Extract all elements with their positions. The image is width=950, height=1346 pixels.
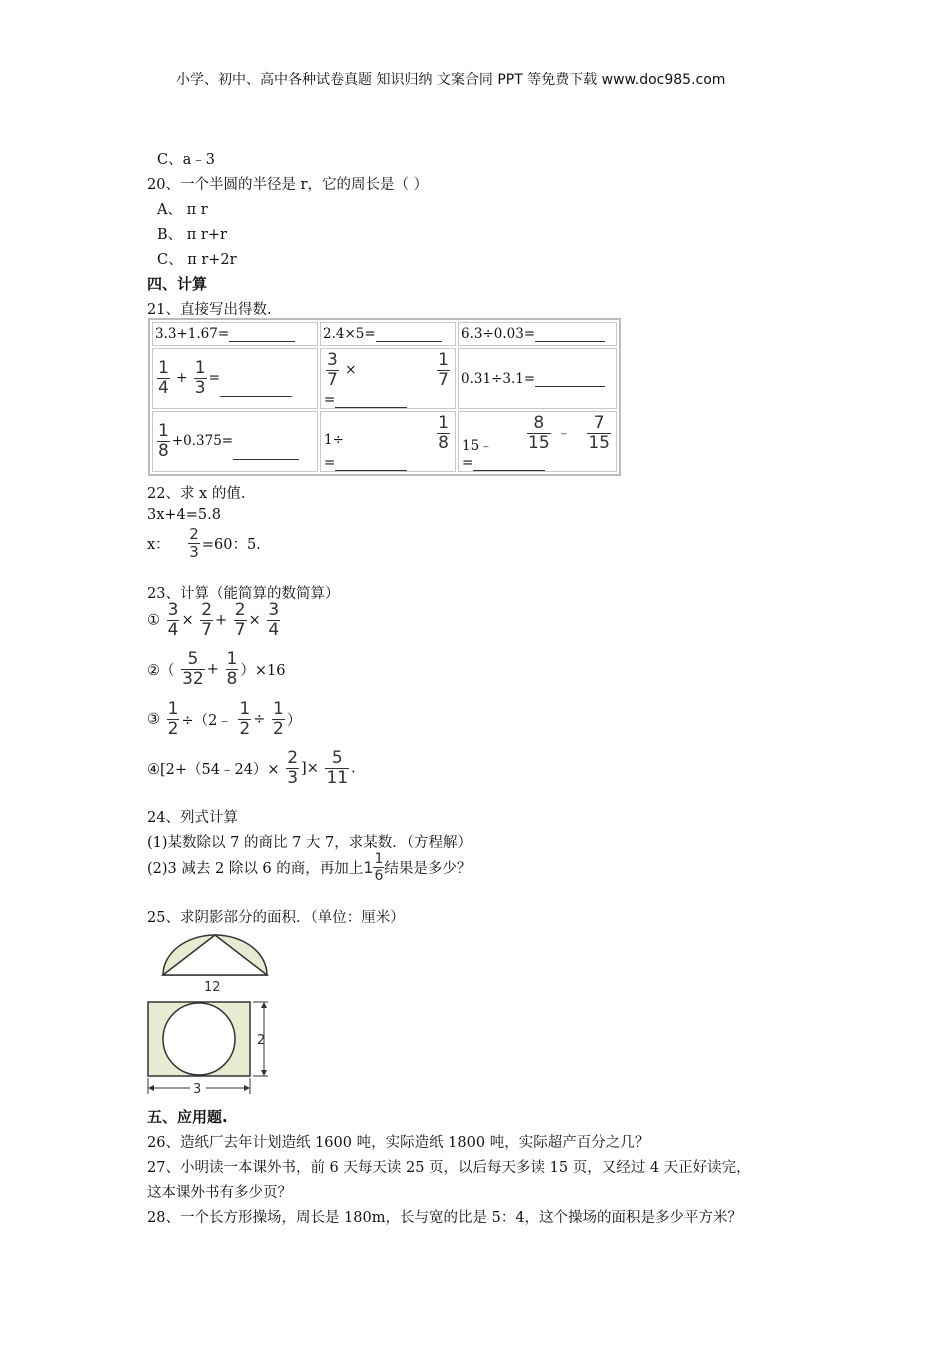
height-label: 2: [257, 1033, 266, 1048]
answer-blank[interactable]: [335, 407, 407, 408]
q23-part2: ②（ $\frac{5}{32}$ + $\frac{1}{8}$ ）×16: [147, 649, 286, 689]
mixed-number: 1 $\frac{1}{6}$: [363, 851, 384, 884]
q27-line2: 这本课外书有多少页？: [147, 1185, 292, 1201]
q26: 26、造纸厂去年计划造纸 1600 吨，实际造纸 1800 吨，实际超产百分之几？: [147, 1135, 650, 1151]
equals: =: [208, 370, 220, 387]
q19-option-c: C、a﹣3: [157, 152, 215, 168]
q24-part1: (1)某数除以 7 的商比 7 大 7，求某数．（方程解）: [147, 835, 473, 851]
answer-blank[interactable]: [535, 386, 605, 387]
answer-blank[interactable]: [535, 341, 605, 342]
calc-cell: [320, 322, 456, 346]
fraction: $\frac{1}{8}$: [226, 649, 238, 689]
calc-cell: [152, 348, 318, 409]
calc-expr: 2.4×5=: [323, 326, 376, 343]
q21-calc-table: [148, 318, 621, 476]
q27-line1: 27、小明读一本课外书，前 6 天每天读 25 页，以后每天多读 15 页，又经过 4 天正好读完，: [147, 1160, 751, 1176]
answer-blank[interactable]: [220, 396, 292, 397]
answer-blank[interactable]: [229, 341, 295, 342]
fraction: $\frac{1}{2}$: [239, 699, 251, 739]
fraction: $\frac{3}{4}$: [167, 600, 179, 640]
q20-stem: 20、一个半圆的半径是 r，它的周长是（ ）: [147, 177, 429, 193]
fraction: $\frac{1}{2}$: [167, 699, 179, 739]
q22-eq1: 3x+4=5.8: [147, 507, 221, 523]
q24-stem: 24、列式计算: [147, 810, 238, 826]
section-4-title: 四、计算: [147, 275, 208, 293]
fraction: $\frac{1}{8}$: [438, 413, 449, 454]
q25-stem: 25、求阴影部分的面积．（单位：厘米）: [147, 910, 405, 926]
fraction: $\frac{8}{15}$: [528, 413, 550, 454]
fraction: $\frac{2}{7}$: [234, 600, 246, 640]
fraction: $\frac{1}{3}$: [194, 358, 206, 399]
calc-expr: 0.31÷3.1=: [461, 370, 536, 387]
q20-option-a: A、 π r: [157, 202, 208, 218]
fraction: $\frac{2}{3}$: [287, 748, 299, 788]
q25-figure-rect-circle: [140, 998, 275, 1098]
operator: ﹣: [556, 425, 571, 442]
section-5-title: 五、应用题.: [147, 1108, 228, 1126]
calc-expr: 15﹣: [462, 438, 493, 455]
q23-stem: 23、计算（能简算的数简算）: [147, 586, 340, 602]
fraction: $\frac{1}{4}$: [158, 358, 169, 399]
operator: ×: [345, 362, 357, 379]
q22-eq2: x： $\frac{2}{3}$ =60：5.: [147, 525, 261, 561]
page-header: 小学、初中、高中各种试卷真题 知识归纳 文案合同 PPT 等免费下载 www.doc985.com: [176, 72, 726, 88]
calc-cell: [152, 411, 318, 472]
operator: +: [176, 370, 188, 387]
equals: =: [462, 455, 474, 471]
answer-blank[interactable]: [233, 459, 299, 460]
fraction: $\frac{2}{7}$: [201, 600, 213, 640]
calc-cell: [320, 411, 456, 472]
equals: =: [324, 455, 336, 471]
answer-blank[interactable]: [335, 470, 407, 471]
answer-blank[interactable]: [376, 341, 442, 342]
q28: 28、一个长方形操场，周长是 180m，长与宽的比是 5：4，这个操场的面积是多少平方米？: [147, 1210, 743, 1226]
calc-expr: +0.375=: [171, 433, 234, 450]
q20-option-b: B、 π r+r: [157, 227, 227, 243]
fraction: $\frac{2}{3}$: [189, 525, 199, 561]
q23-part1: ① $\frac{3}{4}$ × $\frac{2}{7}$ + $\frac{2}{7}$ × $\frac{3}{4}$: [147, 600, 280, 640]
calc-expr: 6.3÷0.03=: [461, 326, 536, 343]
calc-cell: [152, 322, 318, 346]
q24-part2: (2)3 减去 2 除以 6 的商，再加上1 $\frac{1}{6}$ 结果是多少？: [147, 851, 472, 884]
inscribed-circle: [163, 1003, 235, 1075]
q23-part3: ③ $\frac{1}{2}$ ÷（2﹣ $\frac{1}{2}$ ÷ $\frac{1}{2}$ ）: [147, 699, 302, 739]
calc-expr: 3.3+1.67=: [155, 326, 230, 343]
q23-part4: ④[2+（54﹣24）× $\frac{2}{3}$ ]× $\frac{5}{11}$ .: [147, 748, 356, 788]
width-label: 3: [193, 1082, 202, 1097]
calc-cell: [320, 348, 456, 409]
fraction: $\frac{1}{6}$: [374, 851, 384, 884]
fraction: $\frac{1}{7}$: [438, 350, 449, 391]
q25-figure-semicircle: [155, 930, 275, 995]
calc-cell: [458, 322, 617, 346]
answer-blank[interactable]: [473, 470, 545, 471]
fraction: $\frac{5}{32}$: [182, 649, 204, 689]
q22-stem: 22、求 x 的值.: [147, 486, 246, 502]
calc-cell: [458, 348, 617, 409]
fraction: $\frac{3}{7}$: [327, 350, 338, 391]
calc-expr: 1÷: [324, 432, 344, 449]
q21-stem: 21、直接写出得数.: [147, 302, 272, 318]
fraction: $\frac{1}{8}$: [158, 421, 169, 462]
calc-cell: [458, 411, 617, 472]
fraction: $\frac{7}{15}$: [588, 413, 610, 454]
equals: =: [324, 392, 336, 409]
fraction: $\frac{5}{11}$: [326, 748, 349, 788]
q20-option-c: C、 π r+2r: [157, 252, 237, 268]
diameter-label: 12: [204, 980, 221, 995]
fraction: $\frac{3}{4}$: [268, 600, 280, 640]
fraction: $\frac{1}{2}$: [273, 699, 284, 739]
